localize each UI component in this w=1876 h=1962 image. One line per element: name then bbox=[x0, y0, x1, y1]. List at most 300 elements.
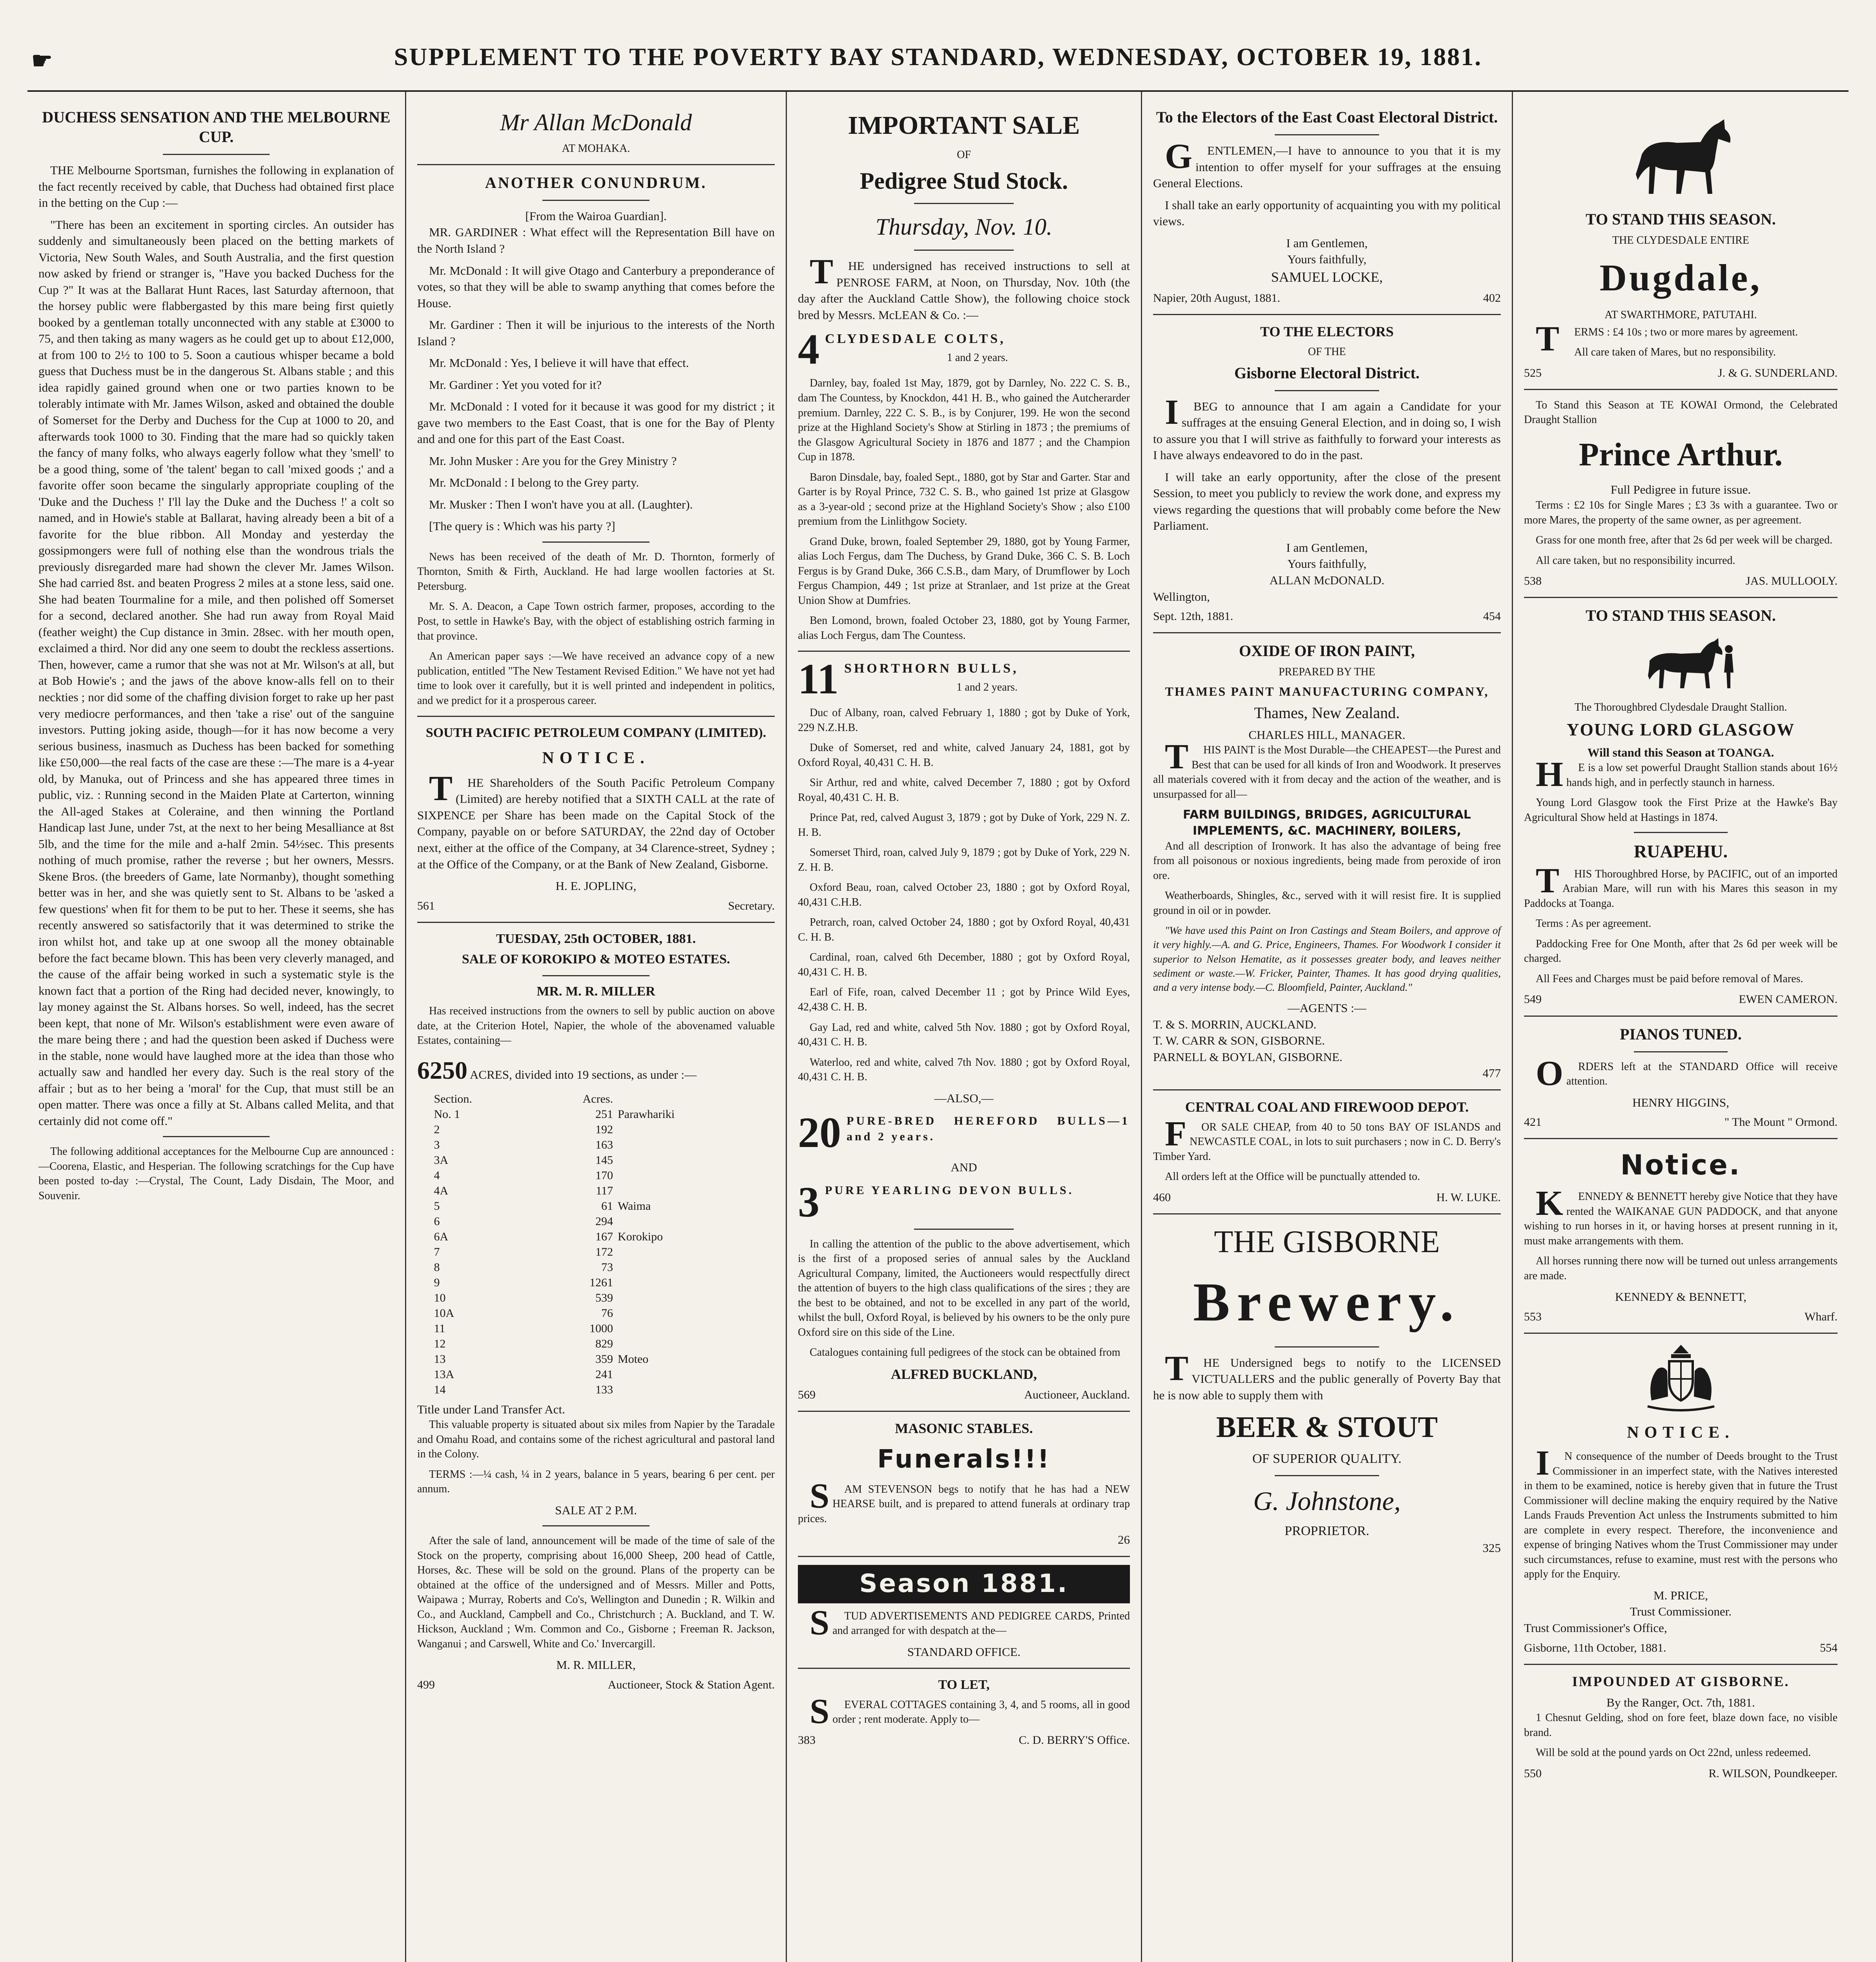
tuner-name: HENRY HIGGINS, bbox=[1632, 1095, 1729, 1109]
kennedy-notice: All horses running there now will be turned out unless arrangements are made. bbox=[1524, 1255, 1838, 1282]
table-cell: 11 bbox=[434, 1322, 445, 1335]
stand-title: TO STAND THIS SEASON. bbox=[1586, 607, 1776, 625]
ad-number: 561 bbox=[417, 899, 435, 912]
table-header bbox=[431, 1091, 760, 1107]
lot-item: Petrarch, roan, calved October 24, 1880 ; got by Oxford Royal, 40,431 C. H. B. bbox=[798, 916, 1130, 943]
divider bbox=[1524, 389, 1838, 390]
table-cell bbox=[615, 1321, 761, 1336]
sale-time: SALE AT 2 P.M. bbox=[555, 1503, 637, 1517]
impounded-item: 1 Chesnut Gelding, shod on fore feet, blaze down face, no visible brand. bbox=[1524, 1712, 1838, 1739]
lot-heading: CLYDESDALE COLTS, bbox=[825, 332, 1006, 346]
divider bbox=[542, 975, 650, 976]
auctioneer-signature: M. R. MILLER, bbox=[556, 1658, 636, 1672]
locke-address: I shall take an early opportunity of acquainting you with my political views. bbox=[1153, 198, 1501, 228]
lot-item: Duke of Somerset, red and white, calved January 24, 1881, got by Oxford Royal, 40,431 C. H. B. bbox=[798, 742, 1130, 769]
table-cell: 61 bbox=[601, 1199, 613, 1213]
stand-title: TO STAND THIS SEASON. bbox=[1586, 210, 1776, 228]
column-3 bbox=[787, 92, 1142, 1962]
electors-of: OF THE bbox=[1308, 346, 1346, 358]
paint-description: And all description of Ironwork. It has also the advantage of being free from all poisonous or noxious ingredients, being made from peroxide of iron ore. bbox=[1153, 840, 1501, 882]
commissioner-name: M. PRICE, bbox=[1653, 1588, 1708, 1602]
petroleum-title: SOUTH PACIFIC PETROLEUM COMPANY (LIMITED). bbox=[425, 726, 766, 740]
poundkeeper-name: R. WILSON, Poundkeeper. bbox=[1708, 1767, 1838, 1780]
lot-shorthorn bbox=[798, 655, 1130, 703]
table-cell: 251 bbox=[595, 1107, 613, 1121]
auctioneer-title: Auctioneer, Stock & Station Agent. bbox=[608, 1678, 775, 1691]
lot-hereford bbox=[798, 1109, 1130, 1157]
lot-devon bbox=[798, 1178, 1130, 1226]
table-row bbox=[431, 1290, 760, 1306]
divider bbox=[1524, 1138, 1838, 1139]
table-cell: 76 bbox=[601, 1306, 613, 1320]
dialogue-line: Mr. McDonald : It will give Otago and Canterbury a preponderance of votes, so that they will be able to swamp anything that comes before the House. bbox=[417, 263, 775, 310]
news-item: An American paper says :—We have received an advance copy of a new publication, entitled "The New Testament Revised Edition." We have not yet had time to look over it carefully, but it is well printed and independent in politics, and we predict for it a prosperous career. bbox=[417, 650, 775, 707]
table-cell bbox=[615, 1306, 761, 1321]
paint-description: Weatherboards, Shingles, &c., served with it will resist fire. It is supplied ground in oil or in powder. bbox=[1153, 890, 1501, 917]
table-cell: 4A bbox=[434, 1184, 449, 1197]
table-cell: No. 1 bbox=[434, 1107, 460, 1121]
ad-number: 383 bbox=[798, 1733, 816, 1747]
auctioneer-name: MR. M. R. MILLER bbox=[537, 984, 655, 999]
table-cell: 294 bbox=[595, 1214, 613, 1228]
horse-and-handler-icon bbox=[1622, 633, 1740, 692]
ad-number: 525 bbox=[1524, 366, 1542, 379]
stallion-name: YOUNG LORD GLASGOW bbox=[1566, 720, 1795, 739]
stud-text: STUD ADVERTISEMENTS AND PEDIGREE CARDS, Printed and arranged for with despatch at the— bbox=[810, 1603, 1130, 1642]
shorthorn-list bbox=[798, 706, 1130, 1084]
owner-name: EWEN CAMERON. bbox=[1739, 993, 1838, 1006]
divider bbox=[1634, 1051, 1728, 1052]
table-cell bbox=[615, 1336, 761, 1351]
district-title: Gisborne Electoral District. bbox=[1234, 364, 1420, 382]
dialogue-line: Mr. John Musker : Are you for the Grey Ministry ? bbox=[429, 454, 677, 468]
table-cell bbox=[615, 1183, 761, 1198]
table-row bbox=[431, 1321, 760, 1336]
divider bbox=[1275, 390, 1379, 391]
stallion-terms: Terms : £2 10s for Single Mares ; £3 3s with a guarantee. Two or more Mares, the property of the same owner, as per agreement. bbox=[1524, 499, 1838, 526]
ad-number: 538 bbox=[1524, 574, 1542, 588]
table-cell: 14 bbox=[434, 1383, 446, 1396]
table-cell bbox=[615, 1367, 761, 1382]
paddocking-note: Paddocking Free for One Month, after that 2s 6d per week will be charged. bbox=[1524, 937, 1838, 965]
table-cell: 117 bbox=[596, 1184, 613, 1197]
closing: Yours faithfully, bbox=[1287, 557, 1367, 571]
table-cell: 13A bbox=[434, 1368, 454, 1381]
divider bbox=[1524, 1016, 1838, 1017]
contact-office: C. D. BERRY'S Office. bbox=[1018, 1733, 1130, 1747]
lot-item: Cardinal, roan, calved 6th December, 1880 ; got by Oxford Royal, 40,431 C. H. B. bbox=[798, 951, 1130, 978]
ranger-date: By the Ranger, Oct. 7th, 1881. bbox=[1606, 1695, 1755, 1709]
lot-heading: PURE-BRED HEREFORD BULLS—1 and 2 years. bbox=[847, 1114, 1130, 1143]
stallion-location: AT SWARTHMORE, PATUTAHI. bbox=[1604, 309, 1757, 321]
signatory-name: H. E. JOPLING, bbox=[555, 879, 637, 893]
divider bbox=[1524, 597, 1838, 598]
acreage-number: 6250 bbox=[417, 1056, 467, 1084]
table-row bbox=[431, 1336, 760, 1351]
table-cell: 8 bbox=[434, 1260, 440, 1274]
table-cell: 10 bbox=[434, 1291, 446, 1304]
stallion-care: All care taken of Mares, but no responsibility. bbox=[1574, 346, 1776, 359]
table-cell: 539 bbox=[595, 1291, 613, 1304]
sale-heading: IMPORTANT SALE bbox=[848, 111, 1080, 140]
divider bbox=[417, 716, 775, 717]
table-cell: Parawhariki bbox=[617, 1107, 675, 1121]
section-title: ANOTHER CONUNDRUM. bbox=[485, 173, 707, 191]
dateline: Sept. 12th, 1881. bbox=[1153, 610, 1234, 623]
notice-heading: NOTICE. bbox=[542, 749, 650, 767]
lot-item: Duc of Albany, roan, calved February 1, 1880 ; got by Duke of York, 229 N.Z.H.B. bbox=[798, 707, 1130, 734]
divider bbox=[914, 203, 1014, 204]
stallion-intro: To Stand this Season at TE KOWAI Ormond, the Celebrated Draught Stallion bbox=[1524, 399, 1838, 426]
divider bbox=[542, 1525, 650, 1526]
table-cell: Waima bbox=[617, 1199, 651, 1213]
lot-item: Gay Lad, red and white, calved 5th Nov. 1880 ; got by Oxford Royal, 40,431 C. H. B. bbox=[798, 1021, 1130, 1048]
kennedy-notice: KENNEDY & BENNETT hereby give Notice that they have rented the WAIKANAE GUN PADDOCK, and that anyone wishing to run horses in it, or having horses at present running in it, must make arrangements with them. bbox=[1524, 1184, 1838, 1247]
paint-location: Thames, New Zealand. bbox=[1254, 704, 1400, 722]
divider bbox=[1153, 632, 1501, 633]
table-cell: 133 bbox=[595, 1383, 613, 1396]
ad-number: 569 bbox=[798, 1388, 816, 1401]
lot-heading: PURE YEARLING DEVON BULLS. bbox=[825, 1183, 1074, 1197]
table-cell: 172 bbox=[595, 1245, 613, 1258]
proprietor-name: G. Johnstone, bbox=[1253, 1486, 1401, 1516]
electors-title: To the Electors of the East Coast Electoral District. bbox=[1156, 108, 1498, 126]
source-line: [From the Wairoa Guardian]. bbox=[525, 209, 667, 223]
news-item: News has been received of the death of Mr. D. Thornton, formerly of Thornton, Smith & Firth, Auckland. He had large woollen factories at St. Petersburg. bbox=[417, 551, 775, 593]
lot-item: Sir Arthur, red and white, calved December 7, 1880 ; got by Oxford Royal, 40,431 C. H. B. bbox=[798, 777, 1130, 804]
attention-text: In calling the attention of the public to the above advertisement, which is the first of a proposed series of annual sales by the Auckland Agricultural Company, limited, the Auctioneers would respectfully direct the attention of buyers to the high class qualifications of the sires ; they are the best to be obtained, and not to be excelled in any part of the world, whilst the bull, Oxford Royal, is believed by his owners to be the only pure Oxford sire on this side of the Line. bbox=[798, 1238, 1130, 1338]
funerals-title: Funerals!!! bbox=[877, 1444, 1051, 1474]
sections-table bbox=[431, 1091, 760, 1397]
season-banner: Season 1881. bbox=[798, 1565, 1130, 1603]
sale-instructions: Has received instructions from the owners to sell by public auction on above date, at the Criterion Hotel, Napier, the whole of the abovenamed valuable Estates, containing— bbox=[417, 1005, 775, 1047]
ad-number: 549 bbox=[1524, 993, 1542, 1006]
ad-number: 454 bbox=[1483, 610, 1501, 623]
table-row bbox=[431, 1183, 760, 1198]
column-5 bbox=[1513, 92, 1849, 1962]
dialogue-line: MR. GARDINER : What effect will the Representation Bill have on the North Island ? bbox=[417, 225, 775, 255]
ad-number: 402 bbox=[1483, 291, 1501, 305]
table-row bbox=[431, 1152, 760, 1168]
column-header: Section. bbox=[434, 1092, 472, 1105]
sale-title: SALE OF KOROKIPO & MOTEO ESTATES. bbox=[462, 952, 730, 967]
fees-note: All Fees and Charges must be paid before removal of Mares. bbox=[1536, 972, 1803, 985]
table-cell: 9 bbox=[434, 1276, 440, 1289]
grass-note: Grass for one month free, after that 2s 6d per week will be charged. bbox=[1536, 534, 1832, 547]
stallion-name: Prince Arthur. bbox=[1579, 436, 1783, 473]
brewery-name: THE GISBORNE bbox=[1214, 1225, 1440, 1260]
table-cell: 163 bbox=[595, 1138, 613, 1151]
table-cell: 4 bbox=[434, 1169, 440, 1182]
agents-label: —AGENTS :— bbox=[1287, 1001, 1367, 1015]
paint-description: THIS PAINT is the Most Durable—the CHEAPEST—the Purest and Best that can be used for all kinds of Iron and Woodwork. It preserves all materials covered with it from decay and the action of the weather, and is unsurpassed for all— bbox=[1153, 737, 1501, 800]
ad-number: 421 bbox=[1524, 1116, 1542, 1129]
stallion-description: HE is a low set powerful Draught Stallion stands about 16½ hands high, and in perfectly staunch in harness. bbox=[1536, 755, 1838, 794]
stallion-name: Dugdale, bbox=[1599, 256, 1762, 299]
lot-item: Waterloo, red and white, calved 7th Nov. 1880 ; got by Oxford Royal, 40,431 C. H. B. bbox=[798, 1056, 1130, 1083]
table-row bbox=[431, 1351, 760, 1367]
masonic-title: MASONIC STABLES. bbox=[895, 1420, 1033, 1436]
lot-subheading: 1 and 2 years. bbox=[956, 681, 1018, 693]
table-row bbox=[431, 1275, 760, 1290]
stallion-terms: TERMS : £4 10s ; two or more mares by agreement. bbox=[1536, 319, 1798, 358]
lot-count: 4 bbox=[798, 325, 819, 374]
table-cell: 192 bbox=[595, 1123, 613, 1136]
column-1 bbox=[27, 92, 406, 1962]
ad-number: 477 bbox=[1482, 1066, 1501, 1080]
lot-subheading: 1 and 2 years. bbox=[947, 352, 1008, 364]
divider bbox=[1153, 1213, 1501, 1214]
table-cell: 6 bbox=[434, 1214, 440, 1228]
table-row bbox=[431, 1382, 760, 1397]
pound-note: Will be sold at the pound yards on Oct 22nd, unless redeemed. bbox=[1536, 1747, 1811, 1759]
paint-company: THAMES PAINT MANUFACTURING COMPANY, bbox=[1165, 684, 1489, 698]
to-let-title: TO LET, bbox=[938, 1678, 990, 1692]
owner-name: J. & G. SUNDERLAND. bbox=[1717, 366, 1838, 379]
divider bbox=[542, 200, 650, 201]
mcdonald-address: IBEG to announce that I am again a Candidate for your suffrages at the ensuing General Election, and in doing so, I wish to assure you that I will strive as faithfully to forward your interests as I have always endeavored to do in the past. bbox=[1153, 392, 1501, 462]
table-cell: Korokipo bbox=[617, 1230, 663, 1243]
divider bbox=[798, 651, 1130, 652]
horse-icon bbox=[1618, 111, 1744, 202]
stand-location: Will stand this Season at TOANGA. bbox=[1587, 745, 1774, 759]
to-let-text: SEVERAL COTTAGES containing 3, 4, and 5 rooms, all in good order ; rent moderate. Apply to— bbox=[810, 1692, 1130, 1731]
divider bbox=[1634, 832, 1728, 833]
dateline: Gisborne, 11th October, 1881. bbox=[1524, 1641, 1666, 1654]
lot-count: 3 bbox=[798, 1178, 819, 1226]
table-cell: 73 bbox=[601, 1260, 613, 1274]
paint-title: OXIDE OF IRON PAINT, bbox=[1239, 642, 1415, 660]
coal-title: CENTRAL COAL AND FIREWOOD DEPOT. bbox=[1185, 1099, 1469, 1115]
divider bbox=[1153, 314, 1501, 315]
royal-crest-icon bbox=[1636, 1342, 1726, 1416]
acreage-text: ACRES, divided into 19 sections, as under :— bbox=[470, 1067, 697, 1081]
proprietor-title: PROPRIETOR. bbox=[1285, 1523, 1369, 1538]
sale-of: OF bbox=[957, 149, 971, 161]
notice-title: NOTICE. bbox=[1627, 1424, 1735, 1442]
auctioneer-name: ALFRED BUCKLAND, bbox=[891, 1366, 1037, 1382]
paint-manager: CHARLES HILL, MANAGER. bbox=[1248, 728, 1405, 742]
divider bbox=[1275, 1475, 1379, 1476]
lot-item: Prince Pat, red, calved August 3, 1879 ; got by Duke of York, 229 N. Z. H. B. bbox=[798, 811, 1130, 839]
table-cell: 241 bbox=[595, 1368, 613, 1381]
lot-clydesdale bbox=[798, 325, 1130, 374]
article-title: DUCHESS SENSATION AND THE MELBOURNE CUP. bbox=[42, 108, 391, 146]
lot-item: Darnley, bay, foaled 1st May, 1879, got by Darnley, No. 222 C. S. B., dam The Countess, by Knockdon, 441 H. B., who gained the Autcherarder premium. Darnley, 222 C. S. B., is by Conjurer, 199. He won the second prize at the Highland Society's Show at Stirling in 1873 ; the premiums of the Glasgow Agricultural Society in 1876 and 1877 ; and the Champion Cup in 1878. bbox=[798, 377, 1130, 463]
table-cell bbox=[615, 1214, 761, 1229]
divider bbox=[914, 250, 1014, 251]
prepared-by: PREPARED BY THE bbox=[1278, 666, 1376, 678]
divider bbox=[417, 164, 775, 165]
divider bbox=[798, 1411, 1130, 1412]
candidate-signature: SAMUEL LOCKE, bbox=[1271, 269, 1383, 285]
divider bbox=[417, 922, 775, 923]
kennedy-address: Wharf. bbox=[1804, 1310, 1838, 1323]
lot-item: Earl of Fife, roan, calved December 11 ; got by Prince Wild Eyes, 42,438 C. H. B. bbox=[798, 986, 1130, 1013]
table-cell: 145 bbox=[595, 1153, 613, 1167]
table-cell bbox=[615, 1152, 761, 1168]
table-cell: 829 bbox=[595, 1337, 613, 1350]
catalogue-text: Catalogues containing full pedigrees of the stock can be obtained from bbox=[810, 1346, 1120, 1359]
divider bbox=[798, 1556, 1130, 1557]
paint-testimonials: "We have used this Paint on Iron Castings and Steam Boilers, and approve of it very highly.—A. and G. Price, Engineers, Thames. For Woodwork I consider it superior to Nelson Hematite, as it possesses greater body, and leaves neither sediment or waste.—W. Fricker, Painter, Thames. It has good drying qualities, and a very intense body.—C. Bloomfield, Painter, Auckland." bbox=[1153, 924, 1501, 993]
candidate-location: AT MOHAKA. bbox=[562, 142, 630, 155]
pointing-hand-icon: ☛ bbox=[31, 48, 54, 74]
divider bbox=[163, 154, 270, 155]
table-cell bbox=[615, 1382, 761, 1397]
petroleum-notice: THE Shareholders of the South Pacific Petroleum Company (Limited) are hereby notified that a SIXTH CALL at the rate of SIXPENCE per Share has been made on the Capital Stock of the Company, payable on or before SATURDAY, the 22nd day of October next, either at the office of the Company, at 34 Clarence-street, Sydney ; at the Office of the Company, or at the Bank of New Zealand, Gisborne. bbox=[417, 769, 775, 871]
pianos-title: PIANOS TUNED. bbox=[1620, 1025, 1742, 1043]
table-cell: Moteo bbox=[617, 1352, 649, 1366]
table-cell: 7 bbox=[434, 1245, 440, 1258]
pedigree-note: Full Pedigree in future issue. bbox=[1610, 483, 1751, 497]
stud-stock-title: Pedigree Stud Stock. bbox=[860, 168, 1068, 194]
table-row bbox=[431, 1137, 760, 1152]
ad-number: 554 bbox=[1820, 1641, 1838, 1654]
stallion-description: The Thoroughbred Clydesdale Draught Stallion. bbox=[1574, 701, 1787, 714]
dateline: Napier, 20th August, 1881. bbox=[1153, 291, 1280, 305]
agent-name: PARNELL & BOYLAN, GISBORNE. bbox=[1153, 1050, 1343, 1064]
stallion-name: RUAPEHU. bbox=[1634, 841, 1728, 862]
table-cell: 3 bbox=[434, 1138, 440, 1151]
coal-signature: H. W. LUKE. bbox=[1436, 1191, 1501, 1204]
table-cell: 2 bbox=[434, 1123, 440, 1136]
dialogue-line: [The query is : Which was his party ?] bbox=[429, 519, 615, 533]
deeds-notice: IN consequence of the number of Deeds brought to the Trust Commissioner in an imperfect state, with the Natives interested in them to be examined, notice is hereby given that in future the Trust Commissioner will decline making the enquiry required by the Native Lands Frauds Prevention Act unless the Instruments submitted to him are complete in every respect. Therefore, the inconvenience and expense of bringing Natives whom the Trust Commissioner may under such circumstances, refuse to examine, must rest with the persons who apply for the Enquiry. bbox=[1524, 1444, 1838, 1581]
table-row bbox=[431, 1198, 760, 1214]
dialogue-line: Mr. McDonald : I voted for it because it was good for my district ; it gave two members to the East Coast, that is one for the Bay of Plenty and and one for this part of the East Coast. bbox=[417, 399, 775, 446]
kennedy-signature: KENNEDY & BENNETT, bbox=[1615, 1290, 1746, 1304]
table-cell bbox=[615, 1260, 761, 1275]
funerals-text: SAM STEVENSON begs to notify that he has had a NEW HEARSE built, and is prepared to attend funerals at ordinary trap prices. bbox=[798, 1476, 1130, 1525]
salutation: I am Gentlemen, bbox=[1286, 540, 1368, 554]
paint-uses: FARM BUILDINGS, BRIDGES, AGRICULTURAL IMPLEMENTS, &C. MACHINERY, BOILERS, bbox=[1183, 808, 1471, 838]
mcdonald-address: I will take an early opportunity, after the close of the present Session, to meet you publicly to review the work done, and express my views regarding the questions that will probably come before the New Parliament. bbox=[1153, 470, 1501, 533]
table-cell: 170 bbox=[595, 1169, 613, 1182]
divider bbox=[1275, 1346, 1379, 1348]
news-item: Mr. S. A. Deacon, a Cape Town ostrich farmer, proposes, according to the Post, to settle in Hawke's Bay, with the object of establishing ostrich farming in that province. bbox=[417, 600, 775, 642]
lot-count: 11 bbox=[798, 655, 839, 703]
and-label: AND bbox=[951, 1160, 977, 1174]
table-cell: 1000 bbox=[589, 1322, 613, 1335]
table-cell: 167 bbox=[595, 1230, 613, 1243]
table-row bbox=[431, 1260, 760, 1275]
beer-stout: BEER & STOUT bbox=[1216, 1411, 1438, 1444]
ad-number: 26 bbox=[1118, 1533, 1130, 1547]
brewery-text: THE Undersigned begs to notify to the LICENSED VICTUALLERS and the public generally of Poverty Bay that he is now able to supply them with bbox=[1153, 1349, 1501, 1402]
table-cell: 5 bbox=[434, 1199, 440, 1213]
lot-count: 20 bbox=[798, 1109, 841, 1157]
table-cell bbox=[615, 1122, 761, 1137]
table-cell bbox=[615, 1275, 761, 1290]
table-row bbox=[431, 1367, 760, 1382]
divider bbox=[798, 1668, 1130, 1669]
table-cell bbox=[615, 1244, 761, 1260]
lot-item: Somerset Third, roan, calved July 9, 1879 ; got by Duke of York, 229 N. Z. H. B. bbox=[798, 846, 1130, 873]
pianos-text: ORDERS left at the STANDARD Office will receive attention. bbox=[1536, 1054, 1838, 1093]
table-cell: 6A bbox=[434, 1230, 449, 1243]
standard-office: STANDARD OFFICE. bbox=[907, 1645, 1021, 1659]
commissioner-title: Trust Commissioner. bbox=[1630, 1605, 1732, 1619]
table-cell: 13 bbox=[434, 1352, 446, 1366]
auctioneer-title: Auctioneer, Auckland. bbox=[1024, 1388, 1130, 1401]
dateline-place: Wellington, bbox=[1153, 589, 1210, 604]
table-row bbox=[431, 1244, 760, 1260]
dialogue-line: Mr. Gardiner : Then it will be injurious to the interests of the North Island ? bbox=[417, 318, 775, 348]
ad-number: 553 bbox=[1524, 1310, 1542, 1323]
tuner-address: " The Mount " Ormond. bbox=[1724, 1116, 1838, 1129]
table-cell: 359 bbox=[595, 1352, 613, 1366]
property-description: This valuable property is situated about six miles from Napier by the Taradale and Omahu Road, and contains some of the richest agricultural and pastoral land in the Colony. bbox=[417, 1419, 775, 1461]
divider bbox=[1153, 1089, 1501, 1090]
table-cell: 1261 bbox=[589, 1276, 613, 1289]
table-cell bbox=[615, 1290, 761, 1306]
stallion-prize: Young Lord Glasgow took the First Prize at the Hawke's Bay Agricultural Show held at Hastings in 1874. bbox=[1524, 797, 1838, 824]
ad-number: 499 bbox=[417, 1678, 435, 1691]
dialogue-line: Mr. McDonald : Yes, I believe it will have that effect. bbox=[429, 356, 689, 370]
article-paragraph: "There has been an excitement in sporting circles. An outsider has suddenly and simultaneously been placed on the betting markets of Victoria, New South Wales, and South Australia, and the first question now asked by friend or stranger is, "Have you backed Duchess for the Cup ?" It was at the Ballarat Hunt Races, last Saturday afternoon, that the horsey public were flabbergasted by this mare being first quietly booked by a gentleman totally unconnected with any stable at £3000 to 75, and then taking as many wagers as he could get up to about £12,000, at from 100 to 2½ to 100 to 5. Soon a cautious whisper became a bold guess that Duchess must be in the dangerous St. Albans stable ; and this idea rapidly gained ground when one or two parties known to be tolerably intimate with Mr. James Wilson, asked and obtained the double of Somerset for the Derby and Duchess for the Cup at 1000 to 20, and afterwards took 1000 to 30. Finding that the mare had so quickly taken the fancy of many folks, who always eagerly follow what they 'smell' to be a good thing, some of 'the talent' began to call 'mixed goods ;' and a favorite offer soon became the singularly appropriate coupling of the 'Duke and the Duchess !' I'll lay the Duke and the Duchess !' a colt so named, and in Howie's stable at Ballarat, having already been a bit of a favorite for the blue ribbon. All Monday and yesterday the gossipmongers were full of nothing else than the wondrous trials the previously disregarded mare had shown the clever Mr. James Wilson. She had carried 8st. and beaten Progress 2 miles at a stone less, said one. She had beaten Tourmaline for a mile, and then polished off Somerset for a second, declared another. She had run away from Royal Maid (feather weight) the Cup distance in 3min. 28sec. with her mouth open, exclaimed a third. Nor did any one seem to doubt the reckless assertions. Then, however, came a rumor that she was not at Mr. Wilson's at all, but at Bob Howie's ; and the jaws of the above know-alls fell on to their neckties ; nor did some of the chaffing division forget to rake up her past very mediocre performances, and then 'take a rise' out of the sanguine investors. Putting joking aside, though—for it has now become a very serious business, inasmuch as Duchess has been backed for something like £50,000—the real facts of the case are these :—The mare is a 4-year old, by Manuka, out of Princess and she has appeared three times in public, viz. : Running second in the Maiden Plate at Carterton, winning the All-aged Stakes at Coleraine, and then winning the Portland Handicap last June, under 7st, at the next to her being Mesalliance at 8st 5lb, and the time for the mile and a-half 2min. 54½sec. This presents nothing of much promise, rather the reverse ; but her owners, Messrs. Skene Bros. (the breeders of Game, late Normanby), thought something better was in her, and she was quietly sent to St. Albans to be 'asked a few questions' when fit for them to be put to her. These it seems, she has recently answered so satisfactorily that it was determined to strike the iron whilst hot, and take up at one swoop all the money obtainable before the fact became blown. This has been very cleverly managed, and the cause of the affair being worked in such a systematic style is the known fact that a portion of the Ring had decided never, knowingly, to lay money against the St. Albans horses. So well, indeed, has the secret been kept, that none of Mr. Wilson's establishment were even aware of the mare being there ; and had the question been asked if Duchess were in the stable, none would have laughed more at the idea than those who actually saw and handled her every day. Such is the real story of the affair ; but as to her being a 'moral' for the Cup, that must still be an open matter. There was once a filly at St. Albans called Melita, and that certainly did not come off." bbox=[38, 217, 394, 1128]
column-4 bbox=[1142, 92, 1513, 1962]
table-cell bbox=[615, 1168, 761, 1183]
table-cell: 3A bbox=[434, 1153, 449, 1167]
brewery-title: Brewery. bbox=[1193, 1272, 1461, 1333]
sale-intro: THE undersigned has received instructions to sell at PENROSE FARM, at Noon, on Thursday, Nov. 10th (the day after the Auckland Cattle Show), the following choice stock bred by Messrs. McLEAN & Co. :— bbox=[798, 252, 1130, 322]
lot-item: Grand Duke, brown, foaled September 29, 1880, got by Young Farmer, alias Loch Fergus, dam The Duchess, by Grand Duke, 366 C. S. B. Loch Fergus is by Grand Duke, 366 C.S.B., dam Mary, of Drumflower by Loch Fergus Champion, 449 ; 1st prize at Stranlaer, and 1st prize at the Great Union Show at Dumfries. bbox=[798, 535, 1130, 607]
title-note: Title under Land Transfer Act. bbox=[417, 1402, 565, 1416]
column-header: Acres. bbox=[582, 1092, 613, 1105]
divider bbox=[1275, 134, 1379, 135]
sale-date: TUESDAY, 25th OCTOBER, 1881. bbox=[496, 931, 696, 946]
table-row bbox=[431, 1122, 760, 1137]
quality-line: OF SUPERIOR QUALITY. bbox=[1252, 1451, 1402, 1466]
divider bbox=[163, 1136, 270, 1137]
dialogue-line: Mr. Gardiner : Yet you voted for it? bbox=[429, 377, 602, 392]
care-note: All care taken, but no responsibility incurred. bbox=[1536, 554, 1735, 567]
sale-terms: TERMS :—¼ cash, ¼ in 2 years, balance in 5 years, bearing 6 per cent. per annum. bbox=[417, 1468, 775, 1495]
candidate-signature: ALLAN McDONALD. bbox=[1269, 573, 1385, 587]
divider bbox=[1524, 1333, 1838, 1334]
table-row bbox=[431, 1107, 760, 1122]
article-footnote: The following additional acceptances for the Melbourne Cup are announced :—Coorena, Elastic, and Hesperian. The following scratchings for the Cup have been posted to-day :—Crystal, The Count, Lady Disdain, The Moor, and Souvenir. bbox=[38, 1145, 394, 1202]
table-row bbox=[431, 1306, 760, 1321]
table-row bbox=[431, 1168, 760, 1183]
notice-title: Notice. bbox=[1620, 1149, 1741, 1182]
coal-text: FOR SALE CHEAP, from 40 to 50 tons BAY OF ISLANDS and NEWCASTLE COAL, in lots to suit purchasers ; now in C. D. Berry's Timber Yard. bbox=[1153, 1114, 1501, 1163]
agent-name: T. W. CARR & SON, GISBORNE. bbox=[1153, 1034, 1325, 1048]
divider bbox=[542, 542, 650, 543]
table-cell bbox=[615, 1137, 761, 1152]
coal-text: All orders left at the Office will be punctually attended to. bbox=[1165, 1171, 1420, 1183]
agent-name: T. & S. MORRIN, AUCKLAND. bbox=[1153, 1017, 1317, 1031]
divider bbox=[1524, 1664, 1838, 1665]
lot-item: Baron Dinsdale, bay, foaled Sept., 1880, got by Star and Garter. Star and Garter is by Royal Prince, 732 C. S. B., who gained 1st prize at Glasgow as a 3-year-old ; second prize at the Highland Society's Show ; also £100 premium from the Linlithgow Society. bbox=[798, 471, 1130, 528]
also-label: —ALSO,— bbox=[934, 1091, 994, 1105]
electors-title: TO THE ELECTORS bbox=[1260, 324, 1394, 340]
sale-day: Thursday, Nov. 10. bbox=[875, 213, 1053, 240]
salutation: I am Gentlemen, bbox=[1286, 236, 1368, 250]
ad-number: 460 bbox=[1153, 1191, 1171, 1204]
dialogue-line: Mr. Musker : Then I won't have you at all. (Laughter). bbox=[429, 497, 693, 511]
candidate-name: Mr Allan McDonald bbox=[500, 109, 692, 135]
locke-address: GENTLEMEN,—I have to announce to you that it is my intention to offer myself for your suffrages at the ensuing General Elections. bbox=[1153, 137, 1501, 190]
entire-label: THE CLYDESDALE ENTIRE bbox=[1612, 234, 1749, 246]
dialogue-line: Mr. McDonald : I belong to the Grey party. bbox=[429, 476, 639, 490]
ad-number: 325 bbox=[1482, 1541, 1501, 1555]
owner-name: JAS. MULLOOLY. bbox=[1746, 574, 1838, 588]
columns bbox=[27, 92, 1849, 1962]
table-row bbox=[431, 1229, 760, 1244]
signatory-title: Secretary. bbox=[728, 899, 775, 912]
